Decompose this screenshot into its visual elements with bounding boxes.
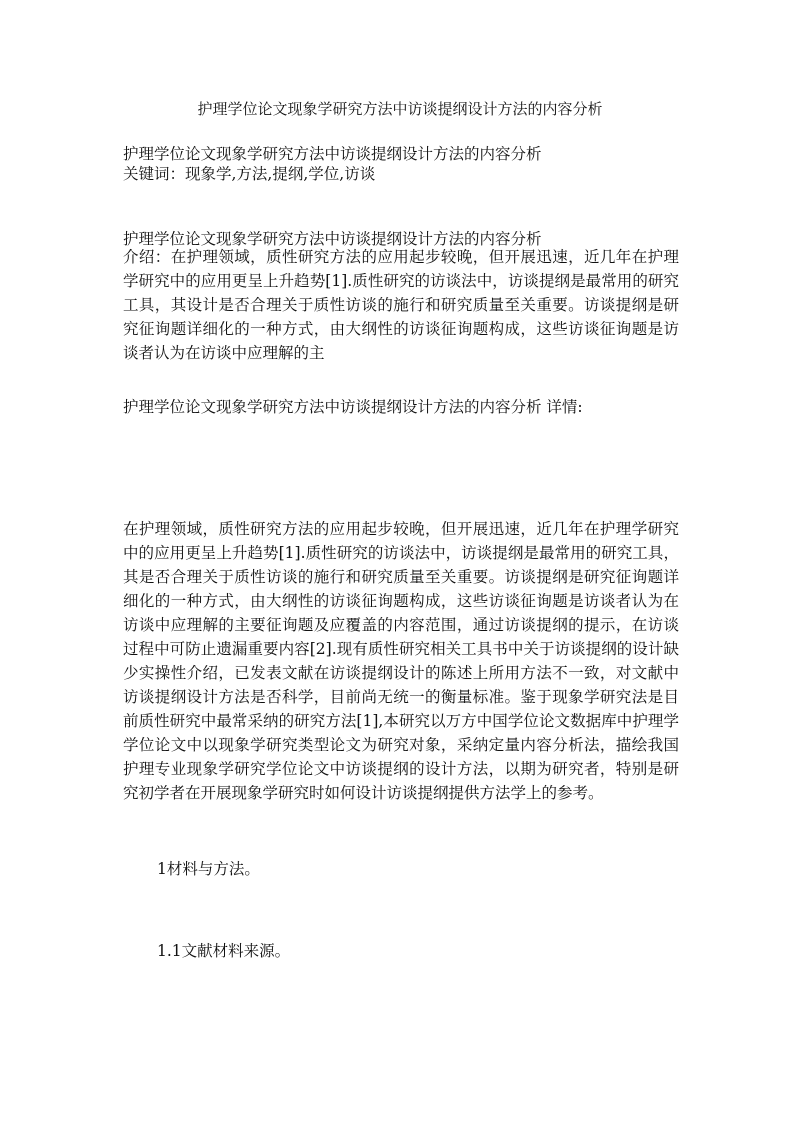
details-heading: 护理学位论文现象学研究方法中访谈提纲设计方法的内容分析 详情:: [123, 398, 583, 416]
document-title: 护理学位论文现象学研究方法中访谈提纲设计方法的内容分析: [197, 100, 603, 118]
keywords: 关键词：现象学,方法,提纲,学位,访谈: [123, 165, 376, 183]
section-heading-1: 1材料与方法。: [157, 860, 260, 878]
header-title: 护理学位论文现象学研究方法中访谈提纲设计方法的内容分析: [123, 145, 542, 163]
section-heading-1-1: 1.1文献材料来源。: [157, 942, 291, 960]
body-paragraph: 在护理领域，质性研究方法的应用起步较晚，但开展迅速，近几年在护理学研究中的应用更呈上升趋势[1].质性研究的访谈法中，访谈提纲是最常用的研究工具，其是否合理关于质性访谈的施行和研究质量至关重要。访谈提纲是研究征询题详细化的一种方式，由大纲性的访谈征询题构成，这些访谈征询题是访谈者认为在访谈中应理解的主要征询题及应覆盖的内容范围，通过访谈提纲的提示，在访谈过程中可防止遗漏重要内容[2].现有质性研究相关工具书中关于访谈提纲的设计缺少实操性介绍，已发表文献在访谈提纲设计的陈述上所用方法不一致，对文献中访谈提纲设计方法是否科学，目前尚无统一的衡量标准。鉴于现象学研究法是目前质性研究中最常采纳的研究方法[1],本研究以万方中国学位论文数据库中护理学学位论文中以现象学研究类型论文为研究对象，采纳定量内容分析法，描绘我国护理专业现象学研究学位论文中访谈提纲的设计方法，以期为研究者，特别是研究初学者在开展现象学研究时如何设计访谈提纲提供方法学上的参考。: [123, 520, 679, 802]
intro-paragraph: 介绍：在护理领域，质性研究方法的应用起步较晚，但开展迅速，近几年在护理学研究中的应用更呈上升趋势[1].质性研究的访谈法中，访谈提纲是最常用的研究工具，其设计是否合理关于质性访谈的施行和研究质量至关重要。访谈提纲是研究征询题详细化的一种方式，由大纲性的访谈征询题构成，这些访谈征询题是访谈者认为在访谈中应理解的主: [123, 248, 679, 362]
intro-title: 护理学位论文现象学研究方法中访谈提纲设计方法的内容分析: [123, 230, 542, 248]
